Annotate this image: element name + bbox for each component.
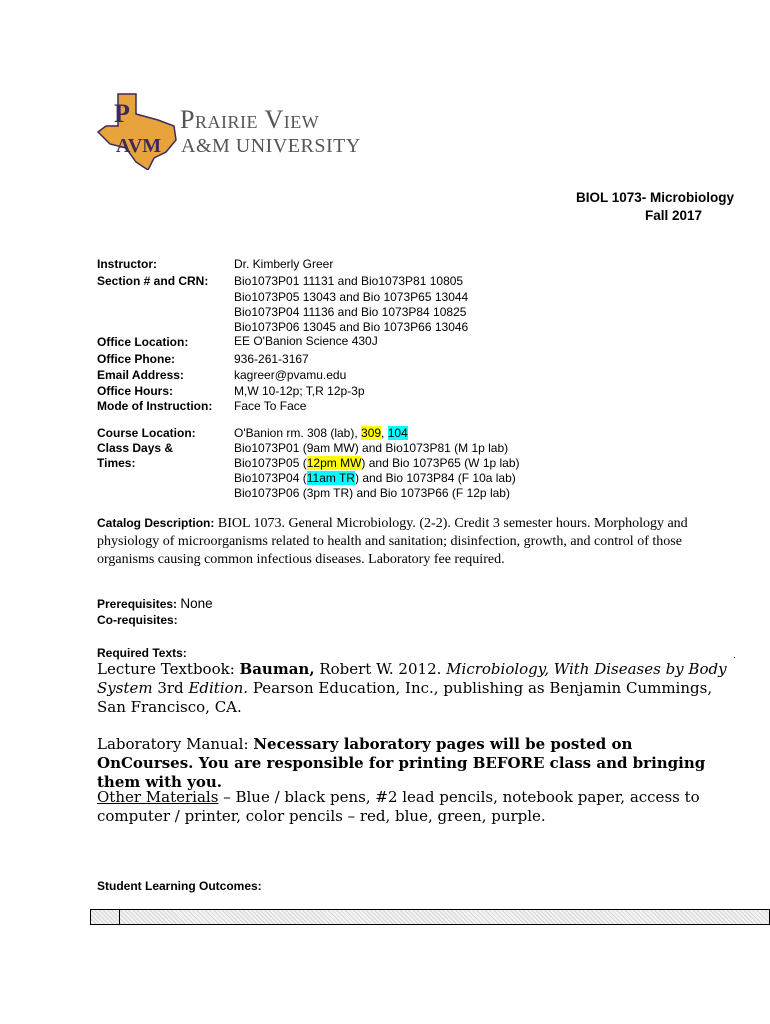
office-phone-value: 936-261-3167 [234, 352, 309, 366]
course-location-value: O'Banion rm. 308 (lab), 309, 104 [234, 426, 408, 440]
schedule-line: Bio1073P04 (11am TR) and Bio 1073P84 (F 10a lab) [234, 471, 516, 485]
course-location-label: Course Location: [97, 426, 196, 440]
office-location-value: EE O'Banion Science 430J [234, 334, 378, 348]
email-value[interactable]: kagreer@pvamu.edu [234, 368, 347, 382]
times-label: Times: [97, 456, 136, 470]
section-line: Bio1073P06 13045 and Bio 1073P66 13046 [234, 320, 469, 334]
svg-text:P: P [114, 99, 130, 128]
svg-text:AVM: AVM [116, 135, 162, 157]
outcomes-table-header [90, 909, 770, 925]
texas-shape-icon [98, 94, 176, 170]
office-phone-label: Office Phone: [97, 352, 176, 366]
university-subtitle: A&M UNIVERSITY [181, 135, 361, 157]
stray-dot: . [733, 650, 736, 661]
university-name: Prairie View [180, 105, 320, 134]
laboratory-manual: Laboratory Manual: Necessary laboratory pages will be posted on OnCourses. You are responsible for printing BEFORE class and bringing them with you. [97, 735, 706, 791]
time-highlight: 11am TR [306, 471, 355, 485]
section-line: Bio1073P01 11131 and Bio1073P81 10805 [234, 274, 464, 288]
lecture-textbook: Lecture Textbook: Bauman, Robert W. 2012. Microbiology, With Diseases by Body System 3rd Edition. Pearson Education, Inc., publishing as Benjamin Cummings, San Francisco, CA. [97, 660, 727, 716]
outcomes-table-cell [90, 909, 120, 925]
mode-value: Face To Face [234, 399, 307, 413]
mode-label: Mode of Instruction: [97, 399, 213, 413]
prerequisites: Prerequisites: None [97, 596, 213, 611]
office-hours-value: M,W 10-12p; T,R 12p-3p [234, 384, 365, 398]
instructor-value: Dr. Kimberly Greer [234, 257, 334, 271]
section-label: Section # and CRN: [97, 274, 209, 288]
required-texts-label: Required Texts: [97, 646, 187, 660]
time-highlight: 12pm MW [306, 456, 362, 470]
other-materials: Other Materials – Blue / black pens, #2 lead pencils, notebook paper, access to computer / printer, color pencils – red, blue, green, purple. [97, 788, 700, 825]
office-hours-label: Office Hours: [97, 384, 174, 398]
catalog-description: Catalog Description: BIOL 1073. General Microbiology. (2-2). Credit 3 semester hours. Morphology and physiology of microorganisms related to health and sanitation; disinfection, growth, and control of those organisms causing common infectious diseases. Laboratory fee required. [97, 516, 688, 567]
schedule-line: Bio1073P01 (9am MW) and Bio1073P81 (M 1p lab) [234, 441, 509, 455]
course-title: BIOL 1073- Microbiology [575, 190, 734, 205]
section-line: Bio1073P04 11136 and Bio 1073P84 10825 [234, 305, 467, 319]
schedule-line: Bio1073P05 (12pm MW) and Bio 1073P65 (W 1p lab) [234, 456, 520, 470]
office-location-label: Office Location: [97, 335, 189, 349]
learning-outcomes-label: Student Learning Outcomes: [97, 879, 262, 893]
section-line: Bio1073P05 13043 and Bio 1073P65 13044 [234, 290, 469, 304]
class-days-label: Class Days & [97, 441, 174, 455]
corequisites-label: Co-requisites: [97, 613, 178, 627]
email-label: Email Address: [97, 368, 184, 382]
instructor-label: Instructor: [97, 257, 157, 271]
course-term: Fall 2017 [644, 208, 702, 223]
room-highlight: 309 [361, 426, 382, 440]
room-highlight: 104 [387, 426, 408, 440]
schedule-line: Bio1073P06 (3pm TR) and Bio 1073P66 (F 12p lab) [234, 486, 510, 500]
